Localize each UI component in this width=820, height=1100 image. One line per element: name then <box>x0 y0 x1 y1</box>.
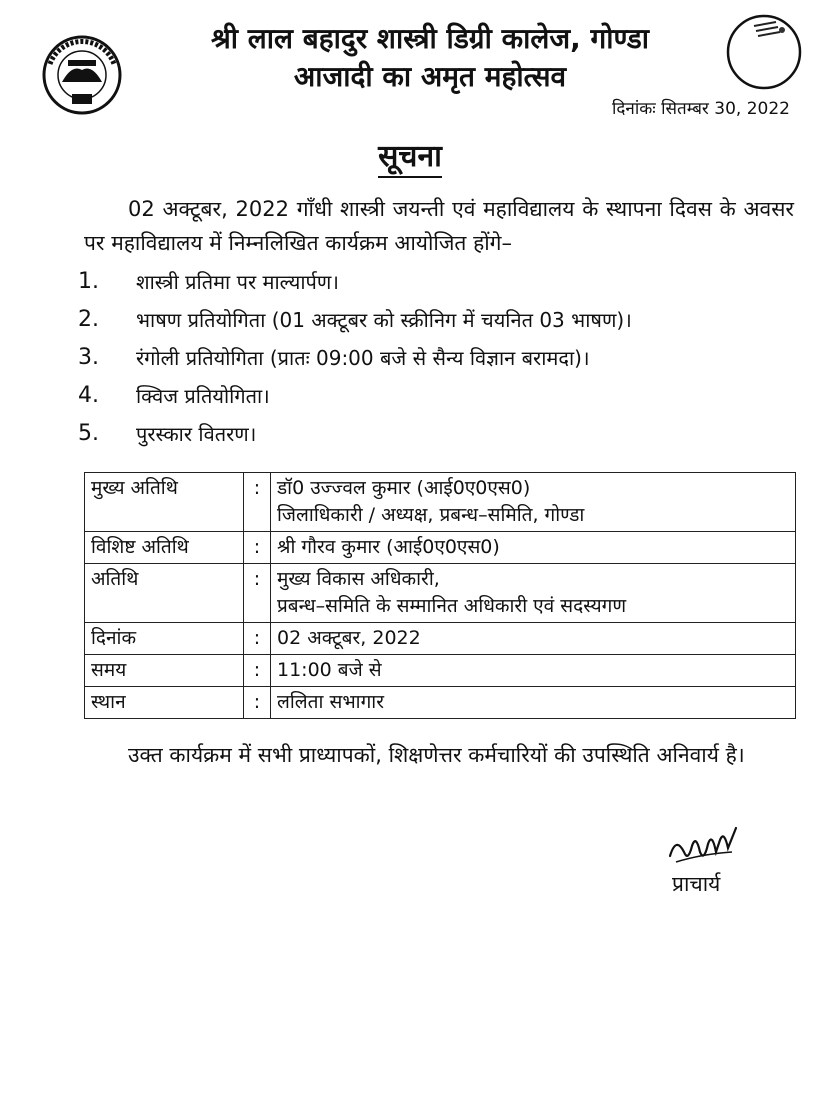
table-row <box>85 564 796 623</box>
intro-text: 02 अक्टूबर, 2022 गाँधी शास्त्री जयन्ती एवं महाविद्यालय के स्थापना दिवस के अवसर पर महाविद्यालय में निम्नलिखित कार्यक्रम आयोजित होंगे– <box>84 197 794 255</box>
row-value: श्री गौरव कुमार (आई0ए0एस0) <box>271 532 796 564</box>
row-value: ललिता सभागार <box>271 687 796 719</box>
notice-heading-text: सूचना <box>378 139 442 178</box>
row-value-line: प्रबन्ध–समिति के सम्मानित अधिकारी एवं सदस्यगण <box>277 595 627 617</box>
event-subtitle: आजादी का अमृत महोत्सव <box>293 60 567 93</box>
list-item <box>78 376 778 414</box>
college-title: श्री लाल बहादुर शास्त्री डिग्री कालेज, गोण्डा <box>210 22 650 55</box>
list-item-number: 5. <box>78 420 99 446</box>
closing-text: उक्त कार्यक्रम में सभी प्राध्यापकों, शिक्षणेत्तर कर्मचारियों की उपस्थिति अनिवार्य है। <box>128 743 745 767</box>
row-colon: : <box>244 473 271 532</box>
table-row <box>85 532 796 564</box>
row-value <box>271 473 796 532</box>
row-value <box>271 564 796 623</box>
notice-date: दिनांकः सितम्बर 30, 2022 <box>611 99 790 119</box>
table-row <box>85 687 796 719</box>
event-details-table <box>84 472 796 719</box>
list-item-text: भाषण प्रतियोगिता (01 अक्टूबर को स्क्रीनिग में चयनित 03 भाषण)। <box>136 307 632 332</box>
row-value-line: डॉ0 उज्ज्वल कुमार (आई0ए0एस0) <box>277 477 531 499</box>
row-colon: : <box>244 564 271 623</box>
row-label: समय <box>85 655 244 687</box>
list-item-text: रंगोली प्रतियोगिता (प्रातः 09:00 बजे से सैन्य विज्ञान बरामदा)। <box>136 345 590 370</box>
row-value: 02 अक्टूबर, 2022 <box>271 623 796 655</box>
row-label: विशिष्ट अतिथि <box>85 532 244 564</box>
program-list <box>78 262 778 452</box>
signatory-designation: प्राचार्य <box>672 872 721 896</box>
row-label: मुख्य अतिथि <box>85 473 244 532</box>
list-item-number: 2. <box>78 306 99 332</box>
list-item-text: क्विज प्रतियोगिता। <box>136 383 270 408</box>
table-row <box>85 655 796 687</box>
table-row <box>85 473 796 532</box>
row-colon: : <box>244 687 271 719</box>
list-item-text: शास्त्री प्रतिमा पर माल्यार्पण। <box>136 269 339 294</box>
row-value-line: जिलाधिकारी / अध्यक्ष, प्रबन्ध–समिति, गोण्डा <box>277 504 585 526</box>
handwritten-signature <box>662 822 748 872</box>
list-item-number: 3. <box>78 344 99 370</box>
notice-heading <box>0 138 820 176</box>
row-label: स्थान <box>85 687 244 719</box>
list-item <box>78 300 778 338</box>
row-label: अतिथि <box>85 564 244 623</box>
row-colon: : <box>244 532 271 564</box>
closing-paragraph <box>84 738 794 772</box>
row-label: दिनांक <box>85 623 244 655</box>
list-item <box>78 338 778 376</box>
list-item <box>78 414 778 452</box>
row-colon: : <box>244 623 271 655</box>
row-value: 11:00 बजे से <box>271 655 796 687</box>
list-item-number: 1. <box>78 268 99 294</box>
intro-paragraph <box>84 192 794 260</box>
list-item <box>78 262 778 300</box>
row-value-line: मुख्य विकास अधिकारी, <box>277 568 440 590</box>
row-colon: : <box>244 655 271 687</box>
table-row <box>85 623 796 655</box>
list-item-text: पुरस्कार वितरण। <box>136 421 257 446</box>
list-item-number: 4. <box>78 382 99 408</box>
